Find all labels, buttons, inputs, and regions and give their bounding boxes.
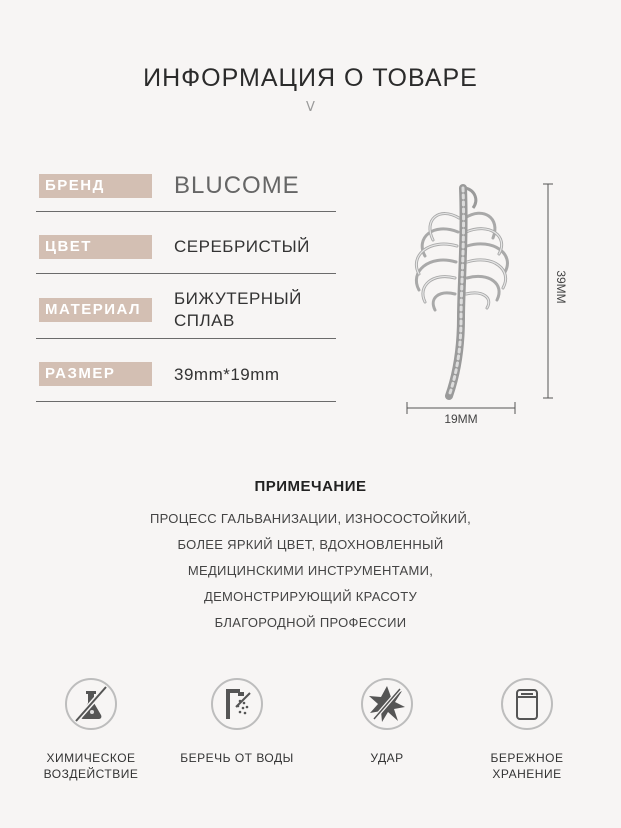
divider — [36, 338, 336, 339]
care-item-impact — [322, 677, 452, 766]
care-label-line: БЕРЕЖНОЕ — [490, 751, 564, 765]
chevron-down-icon: V — [306, 100, 315, 115]
spec-label: ЦВЕТ — [39, 235, 152, 259]
page-title: ИНФОРМАЦИЯ О ТОВАРЕ — [143, 64, 478, 92]
note-title: ПРИМЕЧАНИЕ — [254, 478, 367, 495]
care-label-line: ХИМИЧЕСКОЕ — [46, 751, 136, 765]
divider — [36, 401, 336, 402]
care-label — [322, 750, 452, 766]
impact-icon — [360, 677, 414, 731]
care-label-line: ВОЗДЕЙСТВИЕ — [43, 767, 139, 781]
spec-value — [174, 288, 302, 332]
width-dimension-label: 19MM — [444, 412, 478, 426]
note-line: БОЛЕЕ ЯРКИЙ ЦВЕТ, ВДОХНОВЛЕННЫЙ — [177, 537, 444, 552]
chemical-icon — [64, 677, 118, 731]
no-water-icon — [210, 677, 264, 731]
spec-value-line: СПЛАВ — [174, 311, 235, 330]
spec-value: BLUCOME — [174, 172, 300, 199]
care-label-line: ХРАНЕНИЕ — [492, 767, 562, 781]
height-dimension-label: 39MM — [554, 270, 568, 304]
care-item-storage — [462, 677, 592, 782]
care-label-line: УДАР — [370, 751, 404, 765]
storage-icon — [500, 677, 554, 731]
care-label — [462, 750, 592, 782]
care-item-chemical — [26, 677, 156, 782]
ribcage-pendant-image — [395, 178, 565, 428]
product-image — [395, 178, 568, 428]
divider — [36, 273, 336, 274]
spec-label: РАЗМЕР — [39, 362, 152, 386]
spec-value-line: БИЖУТЕРНЫЙ — [174, 289, 302, 308]
care-label-line: БЕРЕЧЬ ОТ ВОДЫ — [180, 751, 294, 765]
spec-value: 39mm*19mm — [174, 365, 280, 384]
note-line: ПРОЦЕСС ГАЛЬВАНИЗАЦИИ, ИЗНОСОСТОЙКИЙ, — [149, 511, 472, 526]
care-label — [26, 750, 156, 782]
note-line: ДЕМОНСТРИРУЮЩИЙ КРАСОТУ — [203, 589, 418, 604]
spec-label: МАТЕРИАЛ — [39, 298, 152, 322]
care-item-water — [172, 677, 302, 766]
care-label — [172, 750, 302, 766]
spec-label: БРЕНД — [39, 174, 152, 198]
note-line: БЛАГОРОДНОЙ ПРОФЕССИИ — [214, 615, 407, 630]
spec-value: СЕРЕБРИСТЫЙ — [174, 237, 310, 256]
divider — [36, 211, 336, 212]
note-line: МЕДИЦИНСКИМИ ИНСТРУМЕНТАМИ, — [187, 563, 434, 578]
